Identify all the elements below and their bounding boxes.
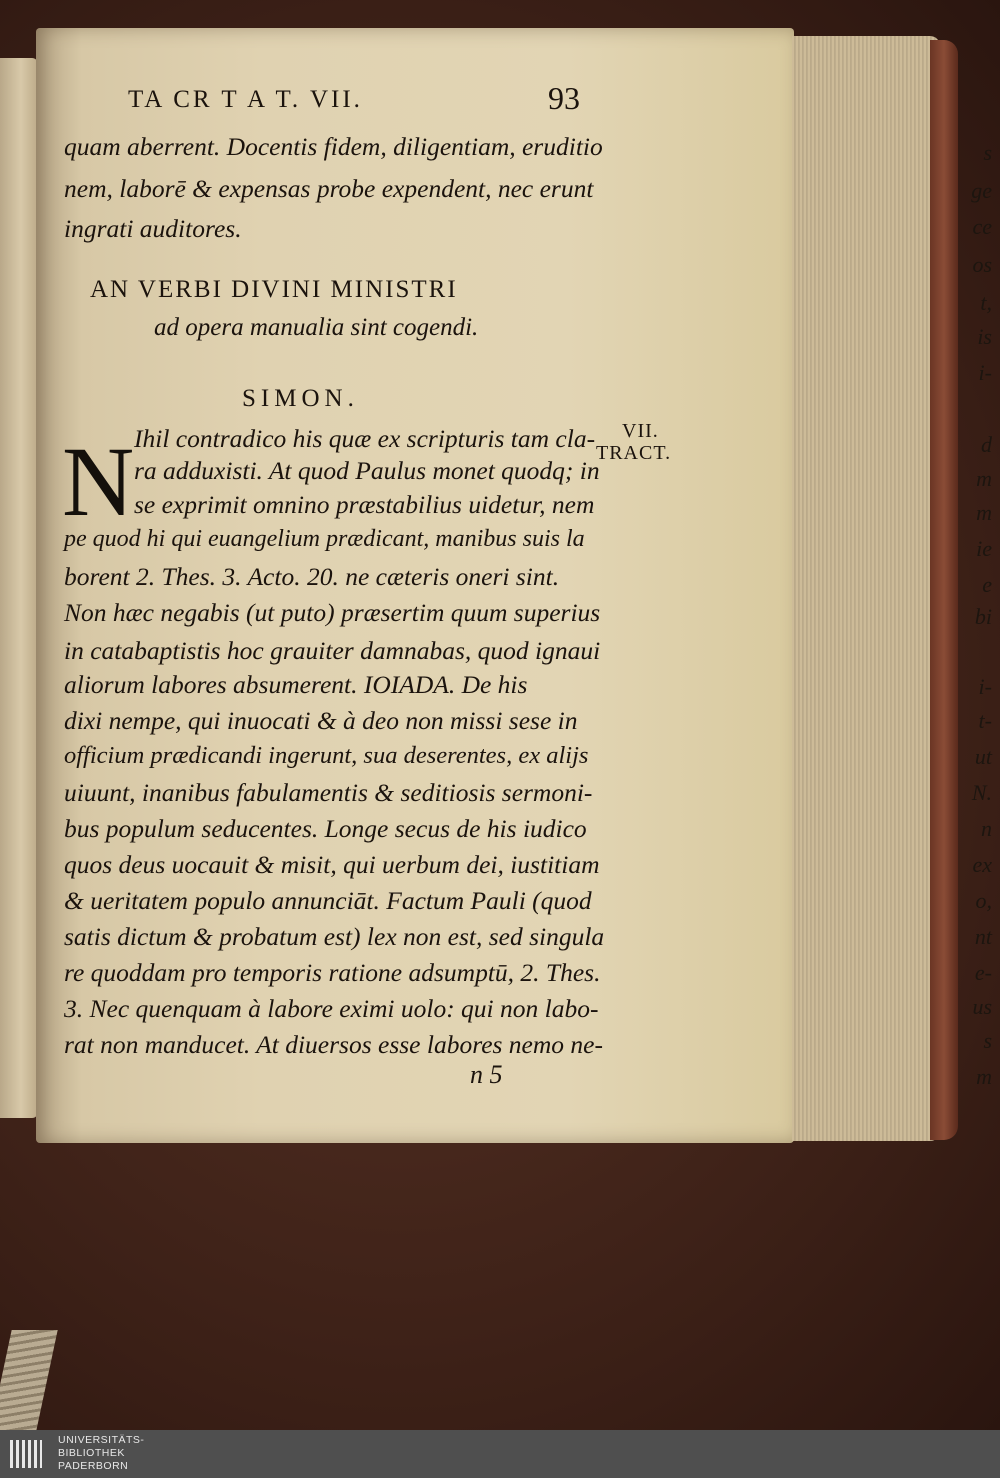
left-page-fragment: e [982, 572, 992, 597]
margin-note: VII. [622, 420, 659, 442]
left-page-fragment: d [981, 432, 992, 457]
library-footer [0, 1430, 1000, 1478]
text-line: satis dictum & probatum est) lex non est, sed singula [64, 922, 605, 951]
text-line: rat non manducet. At diuersos esse labores nemo ne- [64, 1030, 603, 1059]
previous-page-edge [0, 58, 38, 1118]
text-line: nem, laborē & expensas probe expendent, nec erunt [64, 174, 594, 203]
text-line: re quoddam pro temporis ratione adsumptū, 2. Thes. [64, 958, 601, 987]
text-line: bus populum seducentes. Longe secus de his iudico [64, 814, 587, 843]
book-cover-edge [930, 40, 958, 1140]
text-line: pe quod hi qui euangelium prædicant, manibus suis la [64, 526, 585, 552]
left-page-fragment: ut [974, 744, 992, 769]
page-block-fore-edge [792, 36, 940, 1141]
left-page-fragment: nt [974, 924, 992, 949]
text-line: borent 2. Thes. 3. Acto. 20. ne cæteris oneri sint. [64, 562, 560, 591]
left-page-fragment: is [977, 324, 992, 349]
logo-line: PADERBORN [58, 1460, 129, 1472]
left-page-fragment: ie [976, 536, 992, 561]
signature-mark: n 5 [470, 1060, 503, 1089]
left-page-fragment: s [983, 1028, 992, 1053]
left-page-fragment: m [976, 466, 992, 491]
left-page-fragment: s [983, 140, 992, 165]
page-number: 93 [548, 80, 580, 116]
left-page-fragment: e- [974, 960, 992, 985]
left-page-fragment: t- [978, 708, 992, 733]
left-page-fragment: ge [971, 178, 992, 203]
text-line: & ueritatem populo annunciāt. Factum Pauli (quod [64, 886, 592, 915]
left-page-fragment: m [976, 500, 992, 525]
section-title: AN VERBI DIVINI MINISTRI [90, 276, 458, 303]
text-line: Ihil contradico his quæ ex scripturis tam cla- [134, 424, 596, 453]
text-line: dixi nempe, qui inuocati & à deo non missi sese in [64, 706, 578, 735]
running-head: TA CR T A T. VII. [128, 86, 363, 113]
left-page-fragment: i- [978, 674, 992, 699]
text-line: 3. Nec quenquam à labore eximi uolo: qui non labo- [64, 994, 599, 1023]
left-page-fragment: o, [975, 888, 992, 913]
left-page-fragment: m [976, 1064, 992, 1089]
drop-cap-initial: N [62, 426, 135, 537]
text-line: officium prædicandi ingerunt, sua deserentes, ex alijs [64, 742, 589, 769]
text-line: se exprimit omnino præstabilius uidetur, nem [134, 490, 595, 519]
text-line: uiuunt, inanibus fabulamentis & seditiosis sermoni- [64, 778, 593, 807]
text-line: ra adduxisti. At quod Paulus monet quodq; in [134, 456, 600, 485]
section-subtitle: ad opera manualia sint cogendi. [154, 314, 479, 341]
text-line: aliorum labores absumerent. IOIADA. De his [64, 670, 528, 699]
left-page-fragment: os [972, 252, 992, 277]
text-line: quam aberrent. Docentis fidem, diligentiam, eruditio [64, 132, 603, 161]
text-line: in catabaptistis hoc grauiter damnabas, quod ignaui [64, 636, 601, 665]
left-page-fragment: N. [971, 780, 992, 805]
margin-note: TRACT. [596, 442, 672, 464]
logo-line: BIBLIOTHEK [58, 1447, 125, 1459]
left-page-fragment: t, [980, 290, 992, 315]
text-line: ingrati auditores. [64, 214, 242, 243]
left-page-fragment: ex [972, 852, 992, 877]
logo-line: UNIVERSITÄTS- [58, 1434, 145, 1446]
speaker-name: SIMON. [242, 385, 359, 412]
bookmark-ribbon [0, 1330, 58, 1440]
left-page-fragment: ce [972, 214, 992, 239]
left-page-fragment: bi [974, 604, 992, 629]
left-page-fragment: n [981, 816, 992, 841]
library-logo-text [58, 1434, 144, 1473]
left-page-fragment: i- [978, 360, 992, 385]
text-line: Non hæc negabis (ut puto) præsertim quum superius [64, 598, 601, 627]
text-line: quos deus uocauit & misit, qui uerbum dei, iustitiam [64, 850, 600, 879]
library-logo-icon [8, 1436, 44, 1472]
left-page-fragment: us [972, 994, 992, 1019]
